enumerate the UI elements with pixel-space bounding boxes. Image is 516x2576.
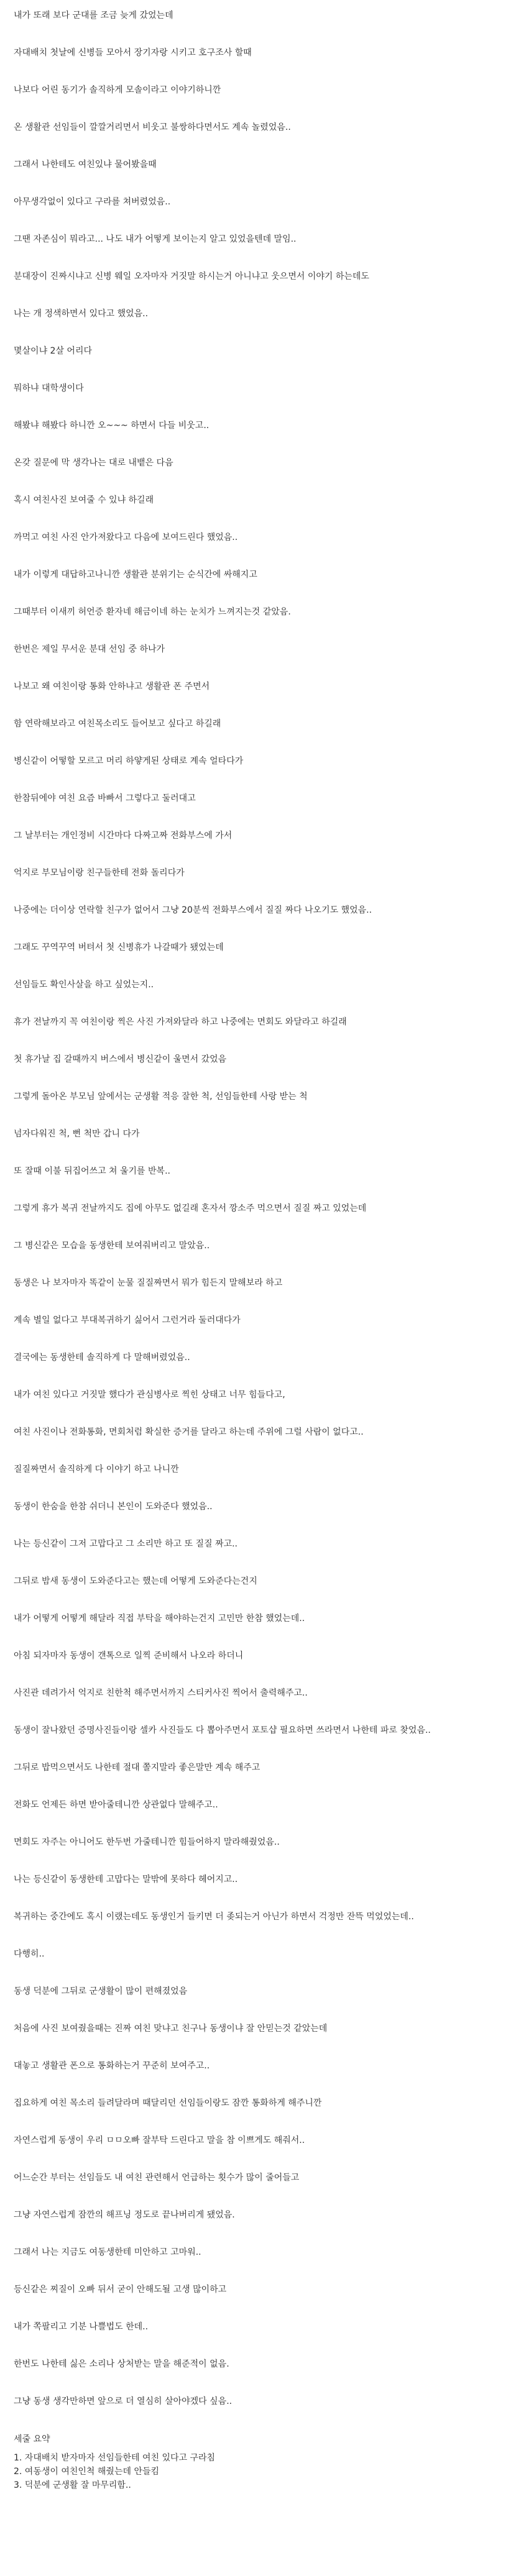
post-paragraph: 첫 휴가날 집 갈때까지 버스에서 병신같이 울면서 갔었음 xyxy=(14,1054,227,1064)
summary-item: 1. 자대배치 받자마자 선임들한테 여친 있다고 구라침 xyxy=(14,2453,216,2463)
post-paragraph: 계속 별일 없다고 부대복귀하기 싫어서 그런거라 둘러대다가 xyxy=(14,1315,241,1325)
post-paragraph: 그뒤로 밥먹으면서도 나한테 절대 쫄지말라 좋은말만 계속 해주고 xyxy=(14,1763,260,1773)
post-paragraph: 그렇게 휴가 복귀 전날까지도 집에 아무도 없길래 혼자서 깡소주 먹으면서 질질 짜고 있었는데 xyxy=(14,1204,367,1213)
post-paragraph: 까먹고 여친 사진 안가져왔다고 다음에 보여드린다 했었음.. xyxy=(14,532,238,542)
post-paragraph: 나는 개 정색하면서 있다고 했었음.. xyxy=(14,309,149,319)
post-paragraph: 분대장이 진짜시냐고 신병 웨일 오자마자 거짓말 하시는거 아니냐고 웃으면서 이야기 하는데도 xyxy=(14,272,369,281)
post-paragraph: 한번은 제일 무서운 분대 선임 중 하나가 xyxy=(14,644,165,654)
post-paragraph: 그렇게 돌아온 부모님 앞에서는 군생활 적응 잘한 척, 선임들한테 사랑 받는 척 xyxy=(14,1092,308,1102)
post-paragraph: 내가 또래 보다 군대를 조금 늦게 갔었는데 xyxy=(14,11,173,21)
post-paragraph: 나보고 왜 여친이랑 통화 안하냐고 생활관 폰 주면서 xyxy=(14,682,210,692)
post-paragraph: 등신같은 찌질이 오빠 뒤서 굳이 안해도될 고생 많이하고 xyxy=(14,2285,227,2295)
post-paragraph: 집요하게 여친 목소리 들려달라며 때달리던 선임들이랑도 잠깐 통화하게 해주니깐 xyxy=(14,2098,322,2108)
post-paragraph: 아침 되자마자 동생이 갠톡으로 일찍 준비해서 나오라 하더니 xyxy=(14,1651,244,1661)
post-paragraph: 내가 여친 있다고 거짓말 했다가 관심병사로 찍힌 상태고 너무 힘들다고, xyxy=(14,1390,285,1400)
post-paragraph: 처음에 사진 보여줬을때는 진짜 여친 맞냐고 친구나 동생이냐 잘 안믿는것 같았는데 xyxy=(14,2024,328,2034)
post-paragraph: 혹시 여친사진 보여줄 수 있냐 하길래 xyxy=(14,495,154,505)
post-paragraph: 내가 어떻게 어떻게 해달라 직접 부탁을 해야하는건지 고민만 한참 했었는데.. xyxy=(14,1614,305,1624)
summary-item: 2. 여동생이 여친인척 해줬는데 안들킴 xyxy=(14,2467,160,2477)
post-paragraph: 대놓고 생활관 폰으로 통화하는거 꾸준히 보여주고.. xyxy=(14,2061,210,2071)
post-paragraph: 온 생활관 선임들이 깔깔거리면서 비웃고 불쌍하다면서도 계속 놀렸었음.. xyxy=(14,122,291,132)
post-paragraph: 아무생각없이 있다고 구라를 쳐버렸었음.. xyxy=(14,197,171,207)
post-paragraph: 나중에는 더이상 연락할 친구가 없어서 그냥 20분씩 전화부스에서 질질 짜다 나오기도 했었음.. xyxy=(14,905,372,915)
post-paragraph: 질질짜면서 솔직하게 다 이야기 하고 나니깐 xyxy=(14,1464,179,1474)
post-paragraph: 면회도 자주는 아니어도 한두번 가줄테니깐 힘들어하지 말라해줬었음.. xyxy=(14,1837,280,1847)
summary-title: 세줄 요약 xyxy=(14,2434,50,2444)
post-paragraph: 한참뒤에야 여친 요즘 바빠서 그렇다고 둘러대고 xyxy=(14,793,196,803)
post-paragraph: 동생 덕분에 그뒤로 군생활이 많이 편해졌었음 xyxy=(14,1986,188,1996)
post-paragraph: 자연스럽게 동생이 우리 ㅁㅁ오빠 잘부탁 드린다고 말을 참 이쁘게도 해줘서.. xyxy=(14,2135,305,2145)
post-paragraph: 결국에는 동생한테 솔직하게 다 말해버렸었음.. xyxy=(14,1353,190,1363)
post-paragraph: 자대배치 첫날에 신병들 모아서 장기자랑 시키고 호구조사 할때 xyxy=(14,48,252,58)
post-paragraph: 내가 이렇게 대답하고나니깐 생활관 분위기는 순식간에 싸해지고 xyxy=(14,570,257,580)
post-paragraph: 전화도 언제든 하면 받아줄테니깐 상관없다 말해주고.. xyxy=(14,1800,218,1810)
post-paragraph: 뭐하냐 대학생이다 xyxy=(14,383,84,393)
post-paragraph: 몇살이냐 2살 어리다 xyxy=(14,346,92,356)
post-paragraph: 넘자다워진 척, 뻔 척만 갑니 다가 xyxy=(14,1129,140,1139)
post-body xyxy=(14,0,509,2408)
post-paragraph: 한번도 나한테 싫은 소리나 상처받는 말을 해준적이 없음. xyxy=(14,2359,229,2369)
post-paragraph: 복귀하는 중간에도 혹시 이랬는데도 동생인거 들키면 더 좆되는거 아닌가 하면서 걱정만 잔뜩 먹었었는데.. xyxy=(14,1912,414,1922)
post-paragraph: 해봤냐 해봤다 하니깐 오~~~ 하면서 다들 비웃고.. xyxy=(14,421,210,431)
post-paragraph: 동생이 한숨을 한참 쉬더니 본인이 도와준다 했었음.. xyxy=(14,1502,213,1512)
post-paragraph: 그뒤로 밤새 동생이 도와준다고는 했는데 어떻게 도와준다는건지 xyxy=(14,1576,257,1586)
post-paragraph: 그땐 자존심이 뭐라고... 나도 내가 어떻게 보이는지 알고 있었을텐데 말임.. xyxy=(14,234,297,244)
post-paragraph: 선임들도 확인사살을 하고 싶었는지.. xyxy=(14,980,154,990)
post-paragraph: 어느순간 부터는 선임들도 내 여친 관련해서 언급하는 횟수가 많이 줄어들고 xyxy=(14,2173,300,2183)
post-paragraph: 그냥 자연스럽게 잠깐의 해프닝 정도로 끝나버리게 됐었음. xyxy=(14,2210,235,2220)
post-paragraph: 동생이 잘나왔던 증명사진들이랑 셀카 사진들도 다 뽑아주면서 포토샵 필요하면 쓰라면서 나한테 파로 찾었음.. xyxy=(14,1725,431,1735)
post-paragraph: 나는 등신같이 동생한테 고맙다는 말밖에 못하다 헤어지고.. xyxy=(14,1875,238,1884)
post-paragraph: 함 연락해보라고 여친목소리도 들어보고 싶다고 하길래 xyxy=(14,719,221,729)
post-paragraph: 나보다 어린 동기가 솔직하게 모솔이라고 이야기하니깐 xyxy=(14,85,221,95)
post-paragraph: 온갖 질문에 막 생각나는 대로 내뱉은 다음 xyxy=(14,458,173,468)
post-paragraph: 여친 사진이나 전화통화, 면회처럼 확실한 증거를 달라고 하는데 주위에 그럴 사람이 없다고.. xyxy=(14,1427,364,1437)
post-paragraph: 그때부터 이새끼 허언증 환자네 해금이네 하는 눈치가 느껴지는것 같았음. xyxy=(14,607,291,617)
post-paragraph: 그래서 나는 지금도 여동생한테 미안하고 고마워.. xyxy=(14,2247,201,2257)
post-paragraph: 사진관 데려가서 억지로 친한척 해주면서까지 스티커사진 찍어서 출력해주고.. xyxy=(14,1688,308,1698)
post-paragraph: 내가 쪽팔리고 기분 나쁠법도 한데.. xyxy=(14,2322,149,2332)
post-paragraph: 그냥 동생 생각만하면 앞으로 더 열심히 살아야겠다 싶음.. xyxy=(14,2396,233,2406)
post-paragraph: 다행히.. xyxy=(14,1949,45,1959)
post-paragraph: 그래서 나한테도 여친있냐 물어봤을때 xyxy=(14,160,157,170)
post-paragraph: 그 병신같은 모습을 동생한테 보여줘버리고 말았음.. xyxy=(14,1241,210,1251)
post-paragraph: 그 날부터는 개인정비 시간마다 다짜고짜 전화부스에 가서 xyxy=(14,831,233,841)
post-paragraph: 병신같이 어떻할 모르고 머리 하얗게된 상태로 계속 얼타다가 xyxy=(14,756,244,766)
post-paragraph: 억지로 부모님이랑 친구들한테 전화 돌리다가 xyxy=(14,868,185,878)
post-paragraph: 그래도 꾸역꾸역 버텨서 첫 신병휴가 나갈때가 됐었는데 xyxy=(14,943,224,952)
summary-item: 3. 덕분에 군생활 잘 마무리함.. xyxy=(14,2480,131,2490)
post-paragraph: 나는 등신같이 그저 고맙다고 그 소리만 하고 또 질질 짜고.. xyxy=(14,1539,238,1549)
post-paragraph: 동생은 나 보자마자 똑같이 눈물 질질짜면서 뭐가 힘든지 말해보라 하고 xyxy=(14,1278,283,1288)
summary-section xyxy=(14,2432,509,2492)
post-paragraph: 또 잘때 이불 뒤집어쓰고 쳐 울기를 반복.. xyxy=(14,1166,170,1176)
post-paragraph: 휴가 전날까지 꼭 여친이랑 찍은 사진 가져와달라 하고 나중에는 면회도 와달라고 하길래 xyxy=(14,1017,347,1027)
